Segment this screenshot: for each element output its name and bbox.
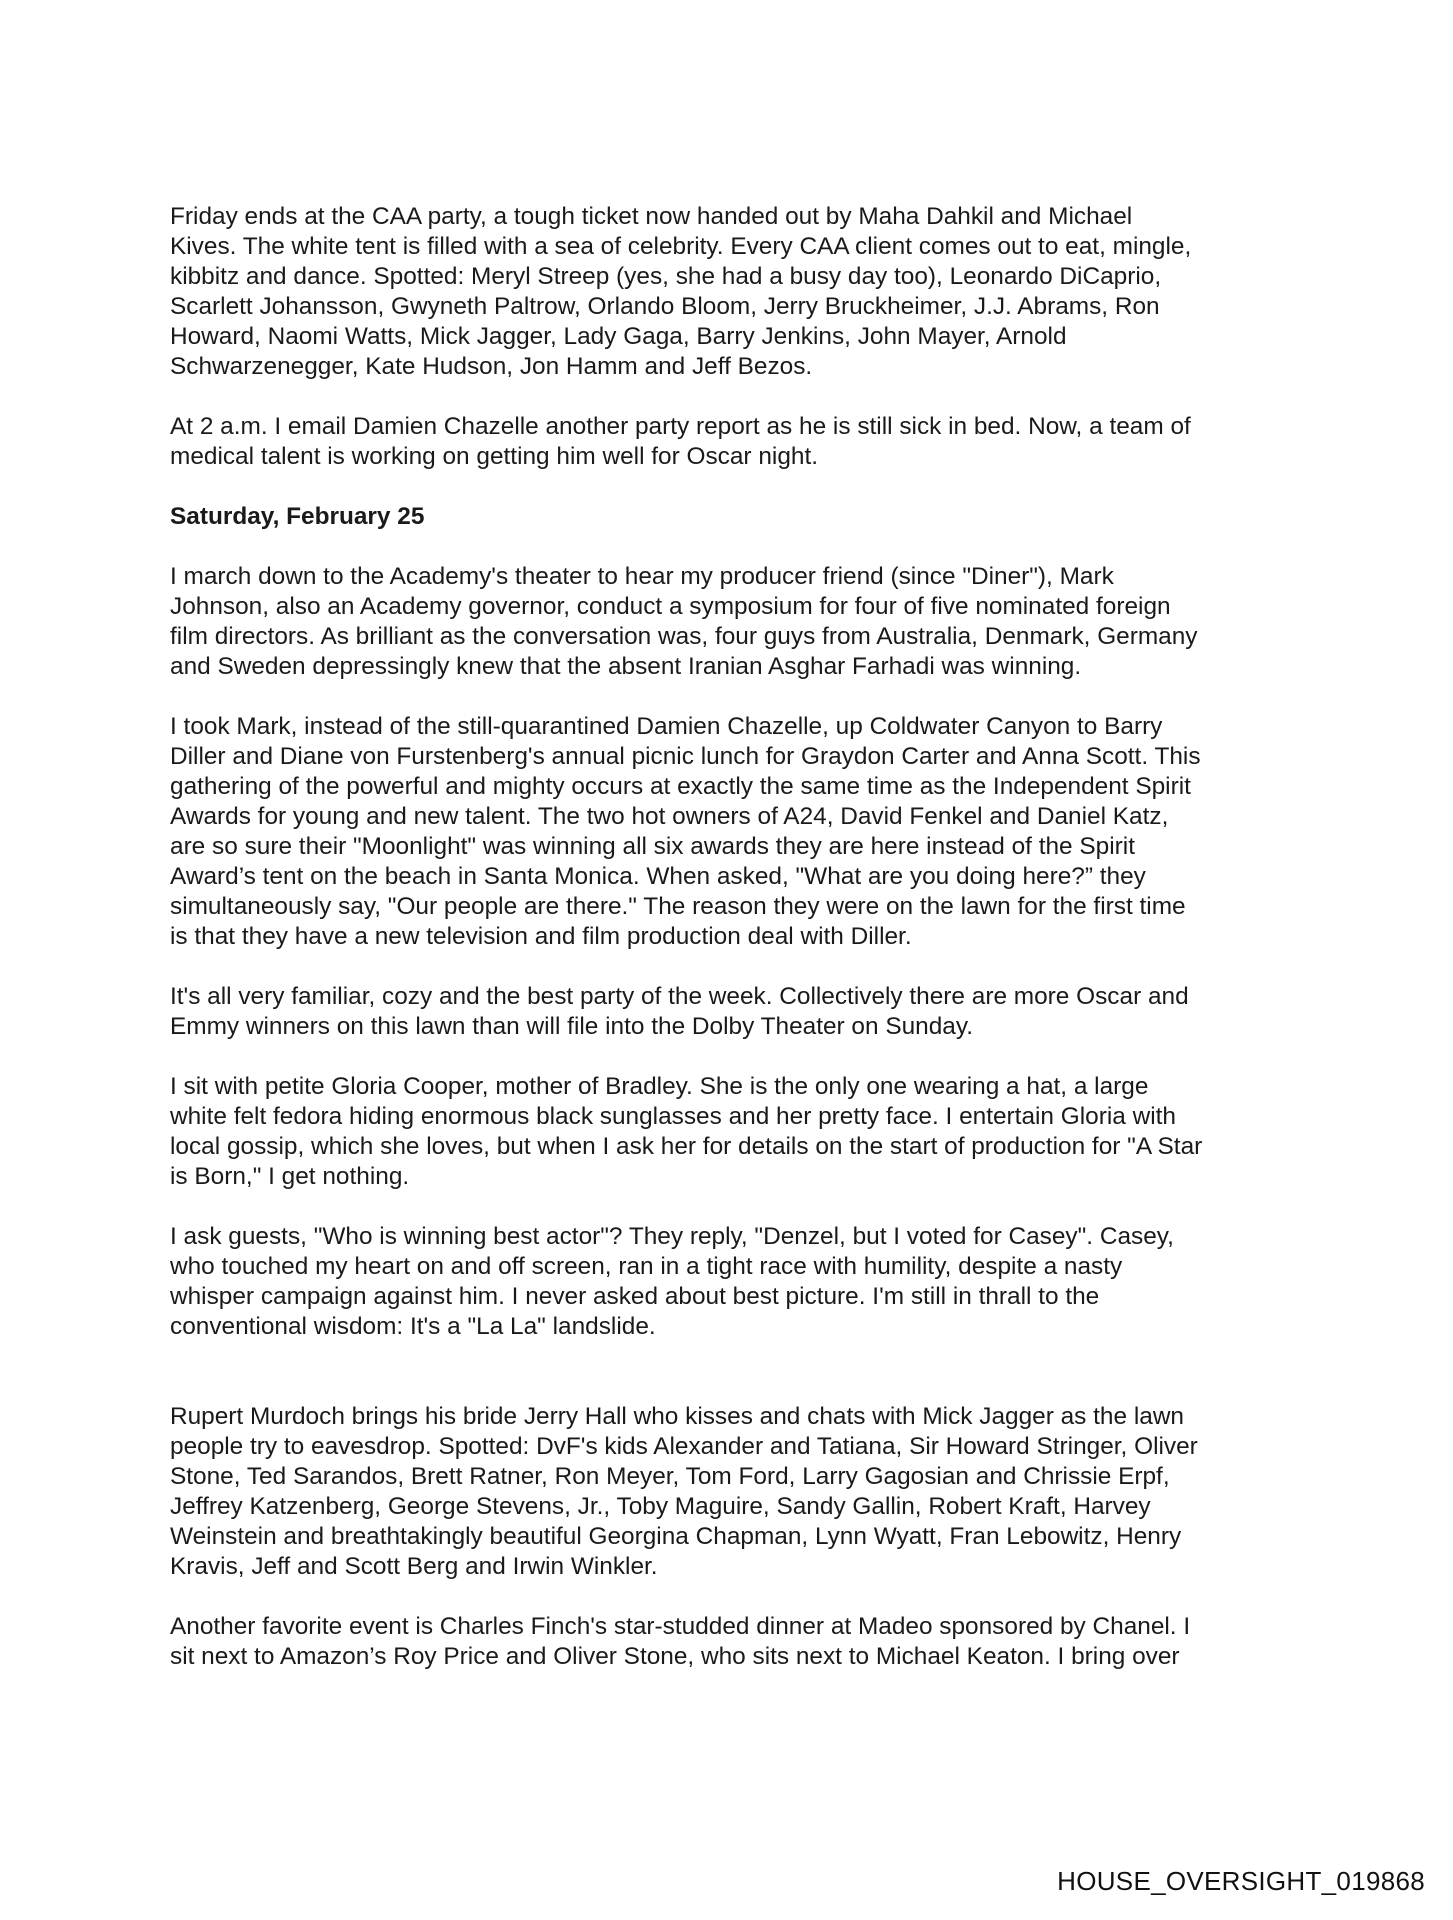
text-line: is that they have a new television and film production deal with Diller.: [170, 923, 912, 950]
bates-number: HOUSE_OVERSIGHT_019868: [1057, 1866, 1425, 1896]
text-line: I march down to the Academy's theater to hear my producer friend (since "Diner"), Mark: [170, 563, 1114, 590]
text-line: Diller and Diane von Furstenberg's annual picnic lunch for Graydon Carter and Anna Scott. This: [170, 743, 1201, 770]
text-line: are so sure their "Moonlight" was winning all six awards they are here instead of the Spirit: [170, 833, 1135, 860]
paragraph-gloria-cooper: [170, 1072, 1280, 1192]
text-line: who touched my heart on and off screen, ran in a tight race with humility, despite a nasty: [170, 1253, 1123, 1280]
paragraph-party-report: [170, 412, 1280, 472]
text-line: people try to eavesdrop. Spotted: DvF's kids Alexander and Tatiana, Sir Howard Stringer, Oliver: [170, 1433, 1198, 1460]
text-line: Rupert Murdoch brings his bride Jerry Hall who kisses and chats with Mick Jagger as the lawn: [170, 1403, 1184, 1430]
paragraph-familiar-cozy: [170, 982, 1280, 1042]
text-line: Howard, Naomi Watts, Mick Jagger, Lady Gaga, Barry Jenkins, John Mayer, Arnold: [170, 323, 1067, 350]
text-line: sit next to Amazon’s Roy Price and Oliver Stone, who sits next to Michael Keaton. I bring over: [170, 1643, 1180, 1670]
text-line: is Born," I get nothing.: [170, 1163, 410, 1190]
text-line: Johnson, also an Academy governor, conduct a symposium for four of five nominated foreign: [170, 593, 1171, 620]
paragraph-caa-party: [170, 202, 1280, 382]
text-line: Schwarzenegger, Kate Hudson, Jon Hamm and Jeff Bezos.: [170, 353, 813, 380]
text-line: Another favorite event is Charles Finch's star-studded dinner at Madeo sponsored by Chanel. I: [170, 1613, 1191, 1640]
text-line: whisper campaign against him. I never asked about best picture. I'm still in thrall to the: [170, 1283, 1100, 1310]
text-line: conventional wisdom: It's a "La La" landslide.: [170, 1313, 656, 1340]
text-line: kibbitz and dance. Spotted: Meryl Streep (yes, she had a busy day too), Leonardo DiCaprio,: [170, 263, 1162, 290]
text-line: Awards for young and new talent. The two hot owners of A24, David Fenkel and Daniel Katz,: [170, 803, 1169, 830]
text-line: At 2 a.m. I email Damien Chazelle another party report as he is still sick in bed. Now, a team of: [170, 413, 1191, 440]
text-line: I sit with petite Gloria Cooper, mother of Bradley. She is the only one wearing a hat, a large: [170, 1073, 1149, 1100]
text-line: Scarlett Johansson, Gwyneth Paltrow, Orlando Bloom, Jerry Bruckheimer, J.J. Abrams, Ron: [170, 293, 1160, 320]
text-line: Kives. The white tent is filled with a sea of celebrity. Every CAA client comes out to eat, mingle,: [170, 233, 1192, 260]
paragraph-finch-dinner: [170, 1612, 1280, 1672]
text-line: Kravis, Jeff and Scott Berg and Irwin Winkler.: [170, 1553, 658, 1580]
paragraph-best-actor: [170, 1222, 1280, 1342]
text-line: white felt fedora hiding enormous black sunglasses and her pretty face. I entertain Gloria with: [170, 1103, 1176, 1130]
paragraph-murdoch-spotted: [170, 1402, 1280, 1582]
paragraph-diller-picnic: [170, 712, 1280, 952]
text-line: medical talent is working on getting him well for Oscar night.: [170, 443, 818, 470]
section-heading-saturday: Saturday, February 25: [170, 503, 425, 530]
text-line: and Sweden depressingly knew that the absent Iranian Asghar Farhadi was winning.: [170, 653, 1082, 680]
text-line: Emmy winners on this lawn than will file into the Dolby Theater on Sunday.: [170, 1013, 974, 1040]
text-line: simultaneously say, "Our people are there." The reason they were on the lawn for the first time: [170, 893, 1186, 920]
document-body: [170, 202, 1280, 1702]
text-line: I took Mark, instead of the still-quarantined Damien Chazelle, up Coldwater Canyon to Barry: [170, 713, 1163, 740]
text-line: Weinstein and breathtakingly beautiful Georgina Chapman, Lynn Wyatt, Fran Lebowitz, Henry: [170, 1523, 1182, 1550]
text-line: It's all very familiar, cozy and the best party of the week. Collectively there are more Oscar and: [170, 983, 1189, 1010]
text-line: I ask guests, "Who is winning best actor"? They reply, "Denzel, but I voted for Casey". Casey,: [170, 1223, 1174, 1250]
text-line: Stone, Ted Sarandos, Brett Ratner, Ron Meyer, Tom Ford, Larry Gagosian and Chrissie Erpf,: [170, 1463, 1170, 1490]
text-line: Friday ends at the CAA party, a tough ticket now handed out by Maha Dahkil and Michael: [170, 203, 1133, 230]
text-line: local gossip, which she loves, but when I ask her for details on the start of production for "A Star: [170, 1133, 1203, 1160]
text-line: film directors. As brilliant as the conversation was, four guys from Australia, Denmark, Germany: [170, 623, 1198, 650]
text-line: Jeffrey Katzenberg, George Stevens, Jr., Toby Maguire, Sandy Gallin, Robert Kraft, Harvey: [170, 1493, 1151, 1520]
paragraph-academy-symposium: [170, 562, 1280, 682]
text-line: Award’s tent on the beach in Santa Monica. When asked, "What are you doing here?” they: [170, 863, 1146, 890]
text-line: gathering of the powerful and mighty occurs at exactly the same time as the Independent Spirit: [170, 773, 1191, 800]
